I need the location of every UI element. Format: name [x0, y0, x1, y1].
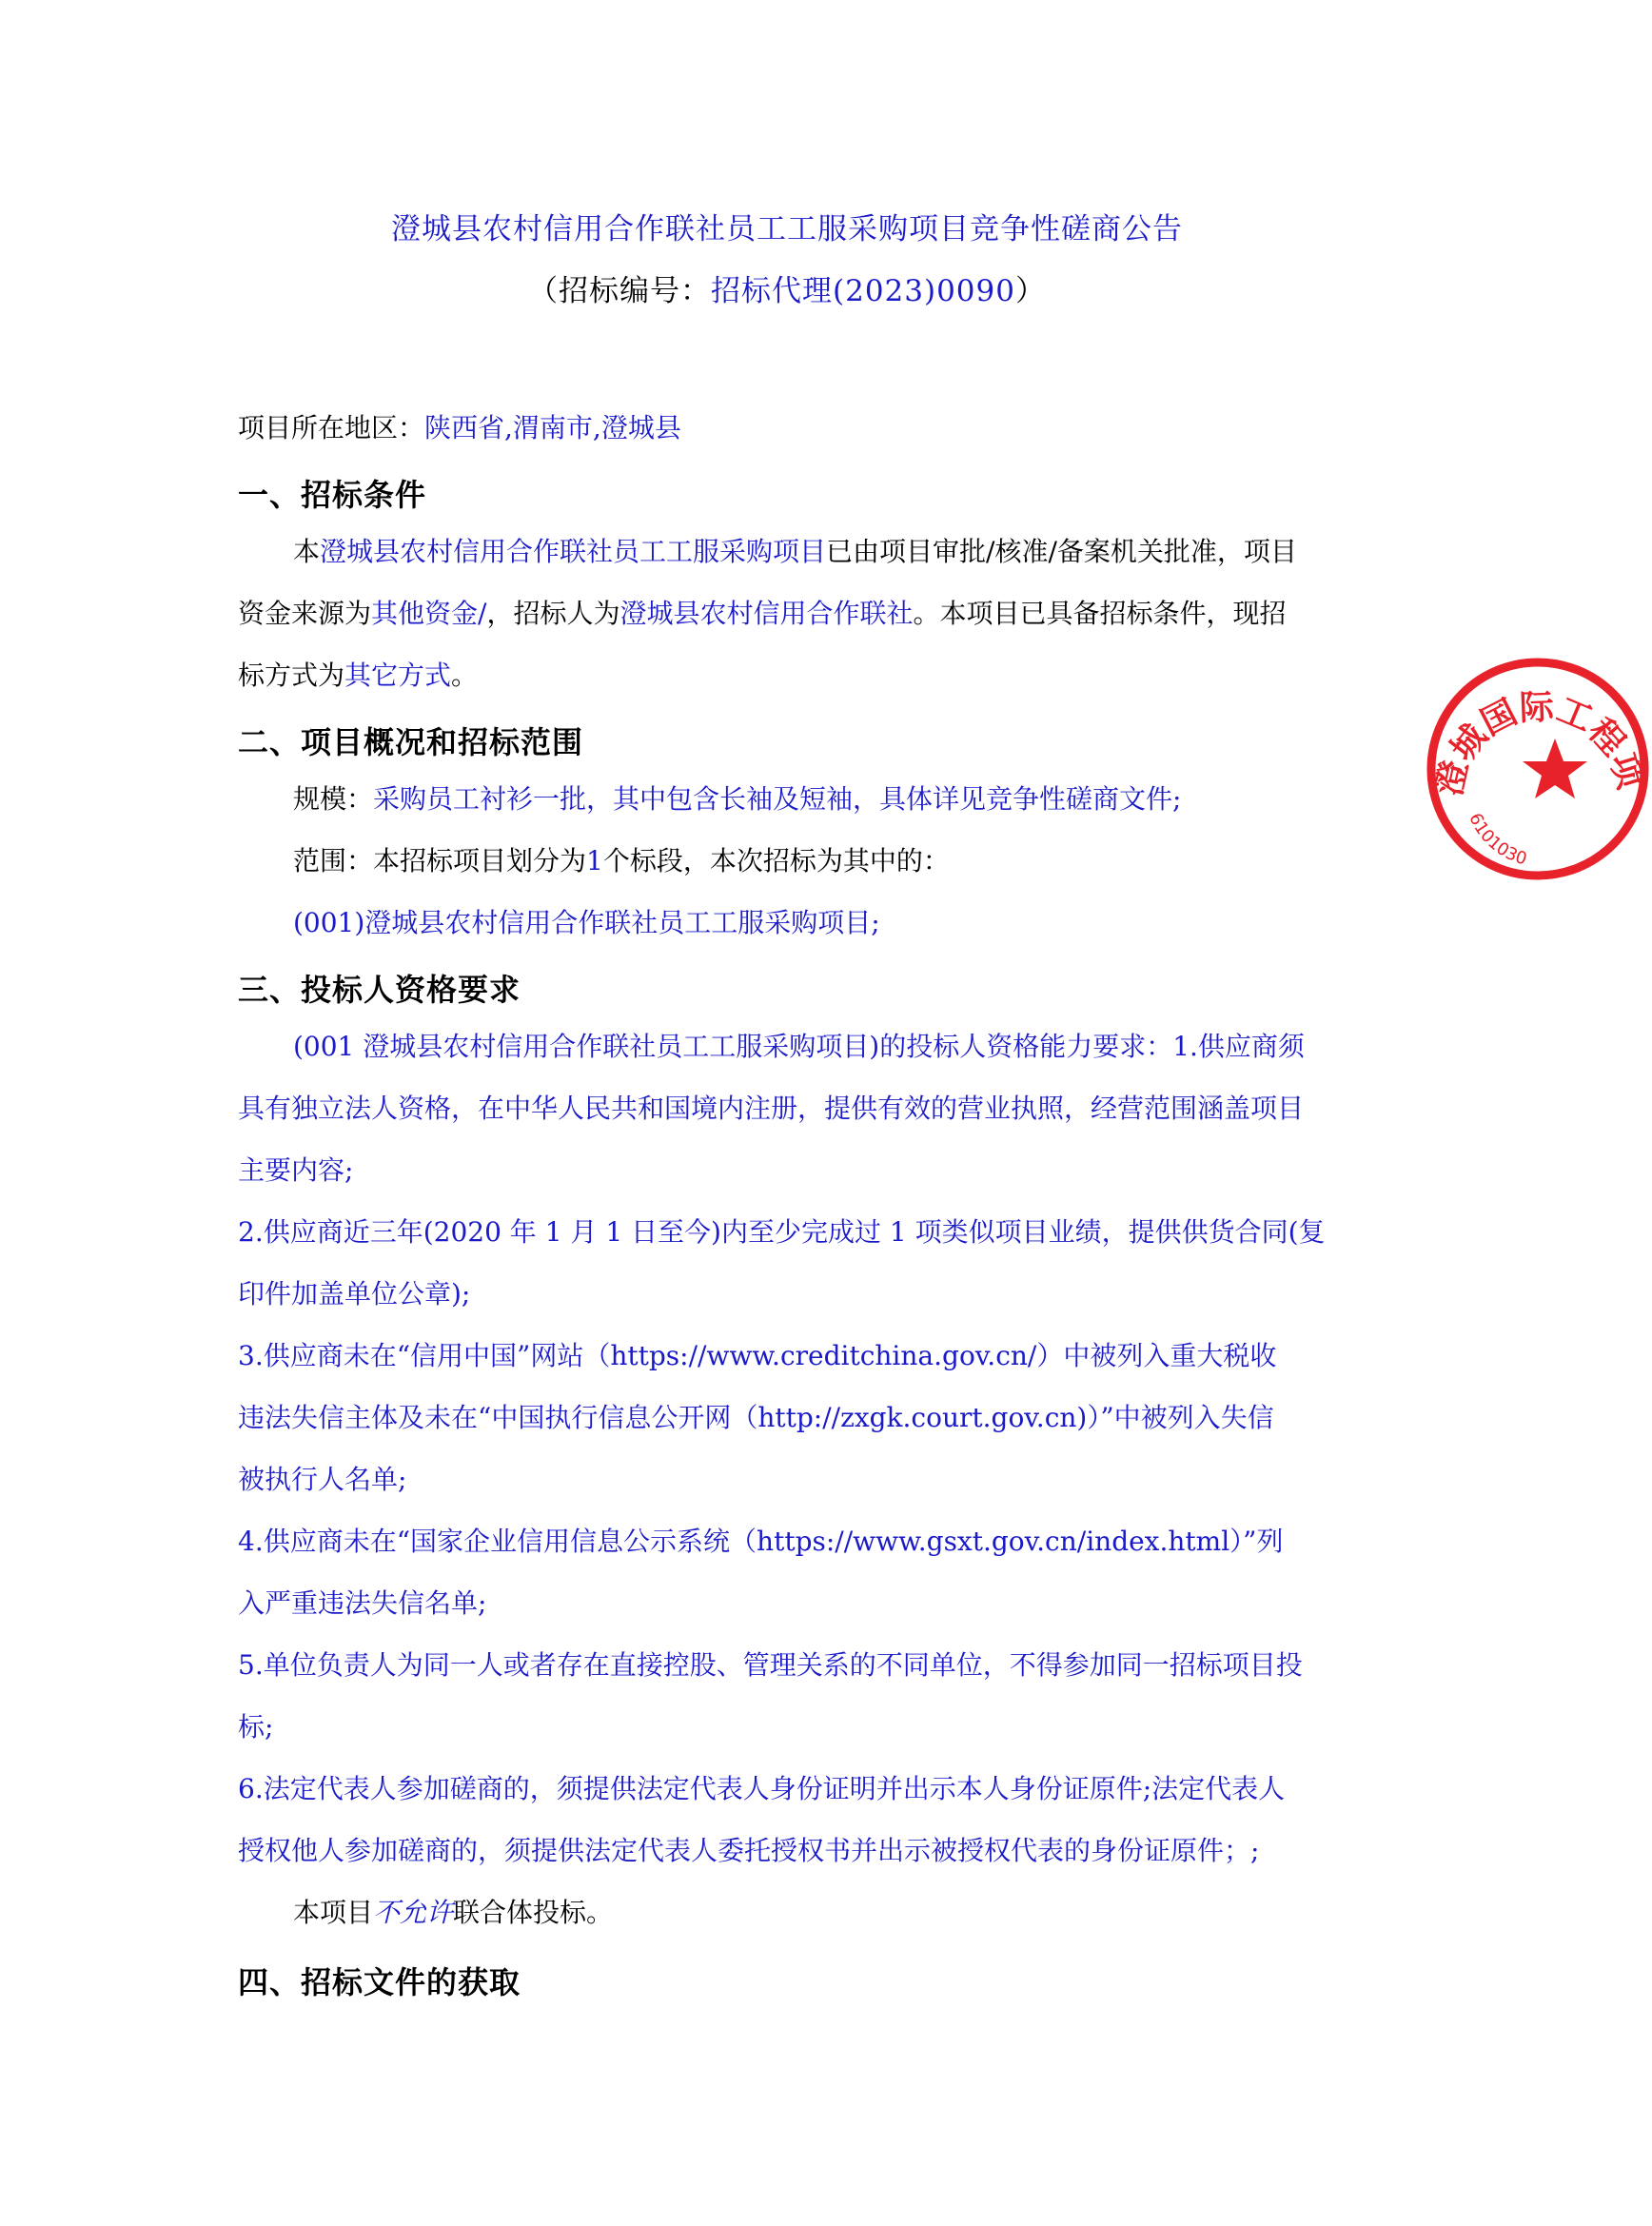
text: 资金来源为 — [238, 598, 372, 629]
text: 已由项目审批/核准/备案机关批准，项目 — [826, 536, 1297, 567]
text: 标方式为 — [238, 660, 345, 691]
qualification-line: 标; — [238, 1711, 274, 1743]
lot-count: 1 — [586, 845, 603, 877]
section-1-line-1 — [293, 533, 1397, 571]
consortium-status: 不允许 — [373, 1897, 454, 1928]
scale-label: 规模： — [293, 783, 374, 815]
document-subtitle — [0, 266, 1574, 309]
text: 本 — [293, 536, 321, 567]
tender-code: 招标代理(2023)0090 — [711, 274, 1015, 308]
company-seal-icon — [1424, 655, 1652, 883]
range-line — [293, 842, 1397, 880]
lot-item: (001)澄城县农村信用合作联社员工工服采购项目; — [293, 907, 880, 938]
svg-text:6101030 — [1465, 810, 1529, 869]
qualification-line: (001 澄城县农村信用合作联社员工工服采购项目)的投标人资格能力要求：1.供应商须 — [293, 1031, 1305, 1062]
qualification-line: 印件加盖单位公章); — [238, 1278, 471, 1310]
text: 。本项目已具备招标条件，现招 — [913, 598, 1287, 629]
subtitle-prefix: （招标编号： — [528, 274, 711, 308]
qualification-line: 被执行人名单; — [238, 1464, 407, 1495]
qualification-line: 入严重违法失信名单; — [238, 1587, 487, 1619]
seal-number: 6101030 — [1465, 810, 1529, 870]
scale-value: 采购员工衬衫一批，其中包含长袖及短袖，具体详见竞争性磋商文件; — [373, 783, 1182, 815]
section-1-line-2 — [238, 595, 1342, 633]
tender-method: 其它方式 — [344, 660, 452, 691]
section-1-heading: 一、招标条件 — [238, 477, 427, 513]
qualification-line: 3.供应商未在“信用中国”网站（https://www.creditchina.gov.cn/）中被列入重大税收 — [238, 1340, 1277, 1371]
text: 个标段，本次招标为其中的： — [602, 845, 950, 877]
consortium-line — [293, 1894, 1397, 1932]
scale-line — [293, 780, 1397, 818]
section-4-heading: 四、招标文件的获取 — [238, 1964, 521, 2000]
qualification-line: 6.法定代表人参加磋商的，须提供法定代表人身份证明并出示本人身份证原件;法定代表人 — [238, 1773, 1286, 1804]
document-title: 澄城县农村信用合作联社员工工服采购项目竞争性磋商公告 — [391, 212, 1183, 246]
qualification-line: 5.单位负责人为同一人或者存在直接控股、管理关系的不同单位，不得参加同一招标项目投 — [238, 1649, 1303, 1681]
qualification-line: 4.供应商未在“国家企业信用信息公示系统（https://www.gsxt.gov.cn/index.html）”列 — [238, 1526, 1284, 1557]
tenderer-name: 澄城县农村信用合作联社 — [620, 598, 914, 629]
section-3-heading: 三、投标人资格要求 — [238, 972, 521, 1008]
project-name: 澄城县农村信用合作联社员工工服采购项目 — [320, 536, 827, 567]
qualification-line: 主要内容; — [238, 1154, 354, 1186]
subtitle-suffix: ） — [1014, 274, 1046, 308]
text: ，招标人为 — [486, 598, 620, 629]
qualification-line: 具有独立法人资格，在中华人民共和国境内注册，提供有效的营业执照，经营范围涵盖项目 — [238, 1093, 1305, 1124]
location-value: 陕西省,渭南市,澄城县 — [424, 412, 681, 443]
qualification-line: 2.供应商近三年(2020 年 1 月 1 日至今)内至少完成过 1 项类似项目业绩，提供供货合同(复 — [238, 1216, 1326, 1248]
project-location — [238, 409, 1342, 447]
qualification-line: 授权他人参加磋商的，须提供法定代表人委托授权书并出示被授权代表的身份证原件；; — [238, 1835, 1260, 1866]
section-2-heading: 二、项目概况和招标范围 — [238, 724, 584, 760]
text: 。 — [451, 660, 479, 691]
fund-source: 其他资金/ — [371, 598, 487, 629]
seal-text: 澄城国际工程项 — [1429, 687, 1650, 799]
text: 联合体投标。 — [453, 1897, 614, 1928]
qualification-line: 违法失信主体及未在“中国执行信息公开网（http://zxgk.court.gov.cn)）”中被列入失信 — [238, 1402, 1274, 1433]
location-label: 项目所在地区： — [238, 412, 425, 443]
text: 范围：本招标项目划分为 — [293, 845, 587, 877]
text: 本项目 — [293, 1897, 374, 1928]
section-1-line-3 — [238, 657, 1342, 695]
